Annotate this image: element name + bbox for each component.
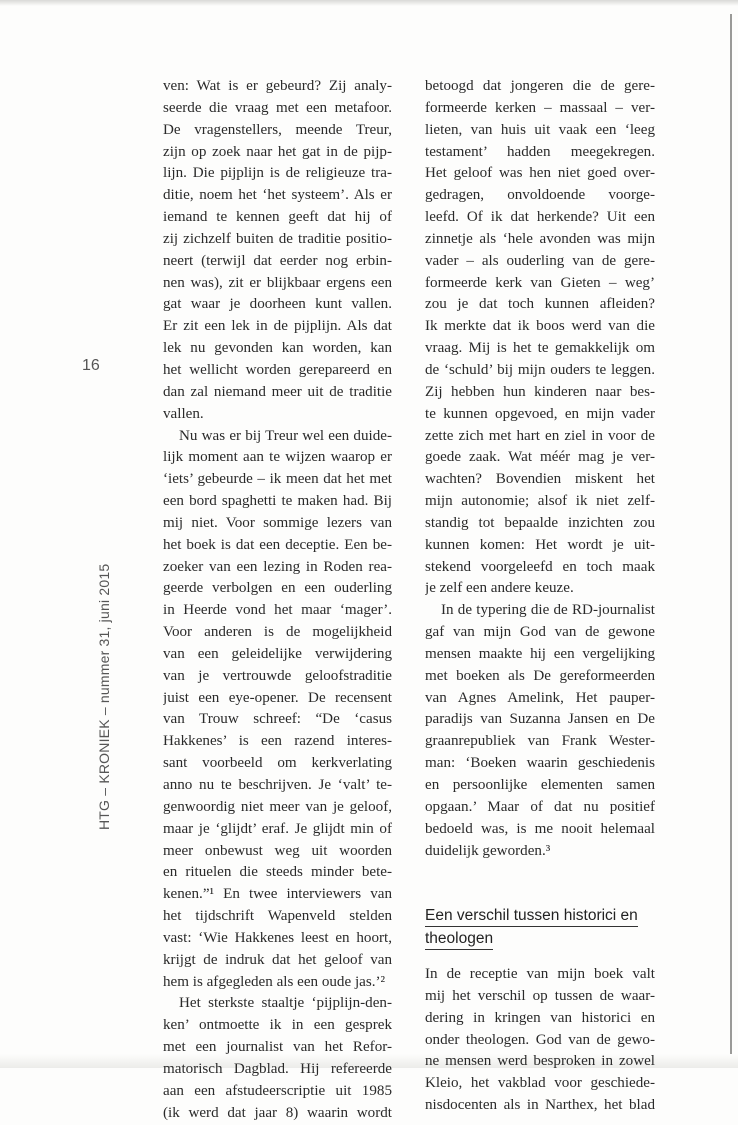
text-line: in Heerde vond het maar ‘mager’. xyxy=(163,602,392,619)
text-line: mijn autonomie; alsof ik niet zelf- xyxy=(425,493,655,510)
text-line: genwoordig niet meer van je geloof, xyxy=(163,798,392,815)
text-line: nisdocenten als in Narthex, het blad xyxy=(425,1097,655,1114)
text-line: zette zich met hart en ziel in voor de xyxy=(425,427,655,444)
page-number: 16 xyxy=(82,357,100,374)
text-line: zinnetje als ‘hele avonden was mijn xyxy=(425,230,655,247)
text-line: juist een eye-opener. De recensent xyxy=(163,689,392,706)
text-line: gaf van mijn God van de gewone xyxy=(425,624,655,641)
right-column-section-body xyxy=(425,964,655,1117)
text-line: hem is afgegleden als een oude jas.’² xyxy=(163,973,386,990)
text-line: lek nu gevonden kan worden, kan xyxy=(163,340,392,357)
text-line: mij niet. Voor sommige lezers van xyxy=(163,514,392,531)
text-line: Hakkenes’ is een razend interes- xyxy=(163,733,392,750)
page-right-edge xyxy=(730,14,732,1064)
text-line: ‘iets’ gebeurde – ik meen dat het met xyxy=(163,471,392,488)
text-line: krijgt de indruk dat het geloof van xyxy=(163,951,392,968)
text-line: man: ‘Boeken waarin geschiedenis xyxy=(425,755,655,772)
text-line: neert (terwijl dat eerder nog erbin- xyxy=(163,252,392,269)
text-line: standig tot bepaalde inzichten zou xyxy=(425,514,655,531)
running-head: HTG – KRONIEK – nummer 31, juni 2015 xyxy=(96,563,112,830)
text-line: paradijs van Suzanna Jansen en De xyxy=(425,711,655,728)
text-line: van Trouw schreef: “De ‘casus xyxy=(163,711,392,728)
right-text-column xyxy=(425,76,655,1117)
left-text-column xyxy=(163,76,392,1125)
text-line: dan zal niemand meer uit de traditie xyxy=(163,383,392,400)
text-line: met een journalist van het Refor- xyxy=(163,1039,392,1056)
text-line: In de receptie van mijn boek valt xyxy=(425,966,655,983)
text-line: mij het verschil op tussen de waar- xyxy=(425,987,655,1004)
text-line: Er zit een lek in de pijplijn. Als dat xyxy=(163,318,392,335)
text-line: en rituelen die steeds minder bete- xyxy=(163,864,392,881)
text-line: onder theologen. God van de gewo- xyxy=(425,1031,655,1048)
text-line: Voor anderen is de mogelijkheid xyxy=(163,624,392,641)
text-line: vast: ‘Wie Hakkenes leest en hoort, xyxy=(163,929,392,946)
text-line: formeerde kerk van Gieten – weg’ xyxy=(425,274,655,291)
text-line: meer onbewust weg uit woorden xyxy=(163,842,392,859)
text-line: leefd. Of ik dat herkende? Uit een xyxy=(425,209,655,226)
text-line: seerde die vraag met een metafoor. xyxy=(163,99,392,116)
text-line: gedragen, onvoldoende voorge- xyxy=(425,187,655,204)
text-line: zij zichzelf buiten de traditie positio- xyxy=(163,230,392,247)
text-line: het boek is dat een deceptie. Een be- xyxy=(163,536,392,553)
text-line: lijn. Die pijplijn is de religieuze tra- xyxy=(163,165,392,182)
text-line: stekend voorgeleefd en toch maak xyxy=(425,558,655,575)
text-line: vallen. xyxy=(163,405,204,422)
text-line: vader – als ouderling van de gere- xyxy=(425,252,655,269)
text-line: formeerde kerken – massaal – ver- xyxy=(425,99,655,116)
text-line: bedoeld was, is me nooit helemaal xyxy=(425,820,655,837)
text-line: het tijdschrift Wapenveld stelden xyxy=(163,908,392,925)
text-line: kenen.”¹ En twee interviewers van xyxy=(163,886,392,903)
text-line: mensen maakte hij een vergelijking xyxy=(425,645,655,662)
text-line: matorisch Dagblad. Hij refereerde xyxy=(163,1060,392,1077)
text-line: ne mensen werd besproken in zowel xyxy=(425,1053,655,1070)
text-line: De vragenstellers, meende Treur, xyxy=(163,121,392,138)
text-line: van je vertrouwde geloofstraditie xyxy=(163,667,392,684)
text-line: (ik werd dat jaar 8) waarin wordt xyxy=(163,1104,392,1121)
text-line: Ik merkte dat ik boos werd van die xyxy=(425,318,655,335)
section-heading-line: theologen xyxy=(425,929,493,950)
text-line: en persoonlijke elementen samen xyxy=(425,777,655,793)
text-line: In de typering die de RD-journalist xyxy=(441,602,655,619)
text-line: lieten, van huis uit vaak een ‘leeg xyxy=(425,121,655,138)
text-line: zou je dat toch kunnen afleiden? xyxy=(425,296,655,313)
text-line: zijn op zoek naar het gat in de pijp- xyxy=(163,143,392,160)
text-line: kunnen komen: Het wordt je uit- xyxy=(425,536,655,553)
text-line: geerde verbolgen en een ouderling xyxy=(163,580,392,597)
text-line: maar je ‘glijdt’ eraf. Je glijdt min of xyxy=(163,820,392,837)
text-line: testament’ hadden meegekregen. xyxy=(425,143,655,160)
text-line: lijk moment aan te wijzen waarop er xyxy=(163,449,392,466)
text-line: Het geloof was hen niet goed over- xyxy=(425,165,655,182)
text-line: je zelf een andere keuze. xyxy=(425,580,574,597)
text-line: met boeken als De gereformeerden xyxy=(425,667,655,684)
text-line: iemand te kennen geeft dat hij of xyxy=(163,209,392,226)
text-line: een bord spaghetti te maken had. Bij xyxy=(163,493,392,510)
text-line: dering in kringen van historici en xyxy=(425,1009,655,1026)
text-line: ditie, noem het ‘het systeem’. Als er xyxy=(163,187,392,204)
text-line: ven: Wat is er gebeurd? Zij analy- xyxy=(163,78,392,94)
text-line: Het sterkste staaltje ‘pijplijn-den- xyxy=(179,995,392,1012)
text-line: vraag. Mij is het te gemakkelijk om xyxy=(425,340,655,357)
text-line: duidelijk geworden.³ xyxy=(425,842,551,859)
text-line: sant voorbeeld om kerkverlating xyxy=(163,755,392,772)
text-line: de ‘schuld’ bij mijn ouders te leggen. xyxy=(425,361,655,378)
text-line: van een geleidelijke verwijdering xyxy=(163,645,392,662)
text-line: het wellicht worden gerepareerd en xyxy=(163,361,392,378)
text-line: ken’ ontmoette ik in een gesprek xyxy=(163,1017,392,1034)
text-line: aan een afstudeerscriptie uit 1985 xyxy=(163,1082,392,1099)
section-heading-line: Een verschil tussen historici en xyxy=(425,906,638,927)
text-line: Zij hebben hun kinderen naar bes- xyxy=(425,383,655,400)
section-heading xyxy=(425,906,655,952)
text-line: zoeker van een lezing in Roden rea- xyxy=(163,558,392,575)
text-line: anno nu te beschrijven. Je ‘valt’ te- xyxy=(163,777,392,793)
text-line: Nu was er bij Treur wel een duide- xyxy=(179,427,392,444)
text-line: graanrepubliek van Frank Wester- xyxy=(425,733,655,750)
right-column-body xyxy=(425,76,655,862)
text-line: te kunnen opgevoed, en mijn vader xyxy=(425,405,655,422)
text-line: opgaan.’ Maar of dat nu positief xyxy=(425,798,655,815)
text-line: wachten? Bovendien miskent het xyxy=(425,471,655,488)
text-line: goede zaak. Wat méér mag je ver- xyxy=(425,449,655,466)
paragraph-gap xyxy=(425,884,655,906)
text-line: nen was), zit er blijkbaar ergens een xyxy=(163,274,392,291)
text-line: van Agnes Amelink, Het pauper- xyxy=(425,689,655,706)
text-line: gat waar je doorheen kunt vallen. xyxy=(163,296,392,313)
page-top-edge xyxy=(0,0,738,6)
text-line: betoogd dat jongeren die de gere- xyxy=(425,78,655,94)
text-line: Kleio, het vakblad voor geschiede- xyxy=(425,1075,655,1092)
paragraph-gap xyxy=(425,862,655,884)
